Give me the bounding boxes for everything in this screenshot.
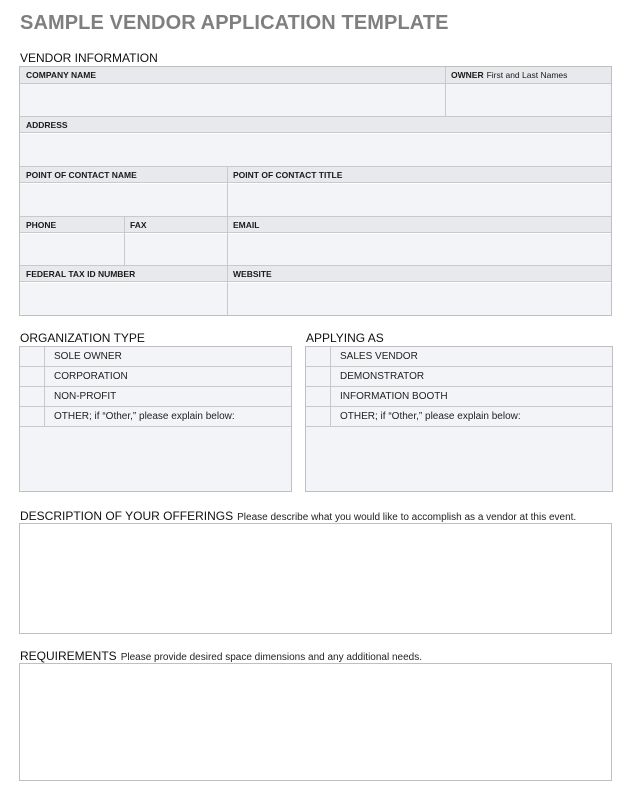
org-option-label: OTHER; if “Other,” please explain below: <box>54 411 235 422</box>
apply-option-label: INFORMATION BOOTH <box>340 391 448 402</box>
org-option-corporation[interactable] <box>20 367 291 387</box>
owner-label <box>445 67 611 84</box>
company-name-field[interactable] <box>20 84 445 116</box>
checkbox[interactable] <box>20 347 45 366</box>
checkbox[interactable] <box>20 407 45 426</box>
poc-title-label-text: POINT OF CONTACT TITLE <box>233 170 343 180</box>
poc-name-label-text: POINT OF CONTACT NAME <box>26 170 137 180</box>
poc-name-label <box>20 166 227 183</box>
company-name-label-text: COMPANY NAME <box>26 70 97 80</box>
fax-label-text: FAX <box>130 220 147 230</box>
poc-name-field[interactable] <box>20 184 227 216</box>
org-option-non-profit[interactable] <box>20 387 291 407</box>
apply-other-explain-field[interactable] <box>306 427 612 491</box>
page-title: SAMPLE VENDOR APPLICATION TEMPLATE <box>20 12 449 34</box>
divider <box>227 216 228 266</box>
checkbox[interactable] <box>306 367 331 386</box>
owner-note: First and Last Names <box>486 70 568 80</box>
divider <box>227 166 228 216</box>
company-name-label <box>20 67 445 84</box>
poc-title-label <box>227 166 611 183</box>
address-label <box>20 116 611 133</box>
phone-label <box>20 216 124 233</box>
owner-field[interactable] <box>446 84 611 116</box>
apply-option-information-booth[interactable] <box>306 387 612 407</box>
org-option-label: NON-PROFIT <box>54 391 117 402</box>
website-label-text: WEBSITE <box>233 269 272 279</box>
requirements-note: Please provide desired space dimensions and any additional needs. <box>120 652 422 663</box>
offerings-heading <box>20 509 576 523</box>
tax-id-label-text: FEDERAL TAX ID NUMBER <box>26 269 136 279</box>
checkbox[interactable] <box>306 387 331 406</box>
vendor-info-heading <box>20 51 158 65</box>
org-option-other[interactable] <box>20 407 291 427</box>
requirements-field[interactable] <box>19 663 612 781</box>
org-option-label: SOLE OWNER <box>54 351 122 362</box>
apply-option-label: SALES VENDOR <box>340 351 418 362</box>
apply-option-demonstrator[interactable] <box>306 367 612 387</box>
vendor-info-heading-text: VENDOR INFORMATION <box>20 51 158 65</box>
poc-title-field[interactable] <box>228 184 611 216</box>
applying-as-table <box>305 346 613 492</box>
organization-type-heading <box>20 331 145 345</box>
applying-as-heading-text: APPLYING AS <box>306 331 384 345</box>
divider <box>124 216 125 266</box>
requirements-heading <box>20 649 422 663</box>
offerings-field[interactable] <box>19 523 612 634</box>
organization-type-table <box>19 346 292 492</box>
tax-id-label <box>20 265 227 282</box>
requirements-heading-text: REQUIREMENTS <box>20 649 117 663</box>
offerings-heading-text: DESCRIPTION OF YOUR OFFERINGS <box>20 509 234 523</box>
apply-option-sales-vendor[interactable] <box>306 347 612 367</box>
phone-label-text: PHONE <box>26 220 57 230</box>
divider <box>445 67 446 116</box>
org-other-explain-field[interactable] <box>20 427 291 491</box>
email-field[interactable] <box>228 234 611 266</box>
email-label <box>227 216 611 233</box>
tax-id-field[interactable] <box>20 283 227 315</box>
fax-field[interactable] <box>125 234 227 266</box>
website-label <box>227 265 611 282</box>
apply-option-other[interactable] <box>306 407 612 427</box>
email-label-text: EMAIL <box>233 220 260 230</box>
website-field[interactable] <box>228 283 611 315</box>
owner-label-text: OWNER <box>451 70 484 80</box>
apply-option-label: OTHER; if “Other,” please explain below: <box>340 411 521 422</box>
checkbox[interactable] <box>20 367 45 386</box>
fax-label <box>124 216 227 233</box>
checkbox[interactable] <box>306 347 331 366</box>
phone-field[interactable] <box>20 234 124 266</box>
address-field[interactable] <box>20 134 611 166</box>
offerings-note: Please describe what you would like to accomplish as a vendor at this event. <box>237 512 577 523</box>
divider <box>227 265 228 315</box>
org-option-sole-owner[interactable] <box>20 347 291 367</box>
organization-type-heading-text: ORGANIZATION TYPE <box>20 331 145 345</box>
vendor-info-table <box>19 66 612 316</box>
apply-option-label: DEMONSTRATOR <box>340 371 425 382</box>
checkbox[interactable] <box>20 387 45 406</box>
checkbox[interactable] <box>306 407 331 426</box>
org-option-label: CORPORATION <box>54 371 128 382</box>
applying-as-heading <box>306 331 384 345</box>
address-label-text: ADDRESS <box>26 120 68 130</box>
